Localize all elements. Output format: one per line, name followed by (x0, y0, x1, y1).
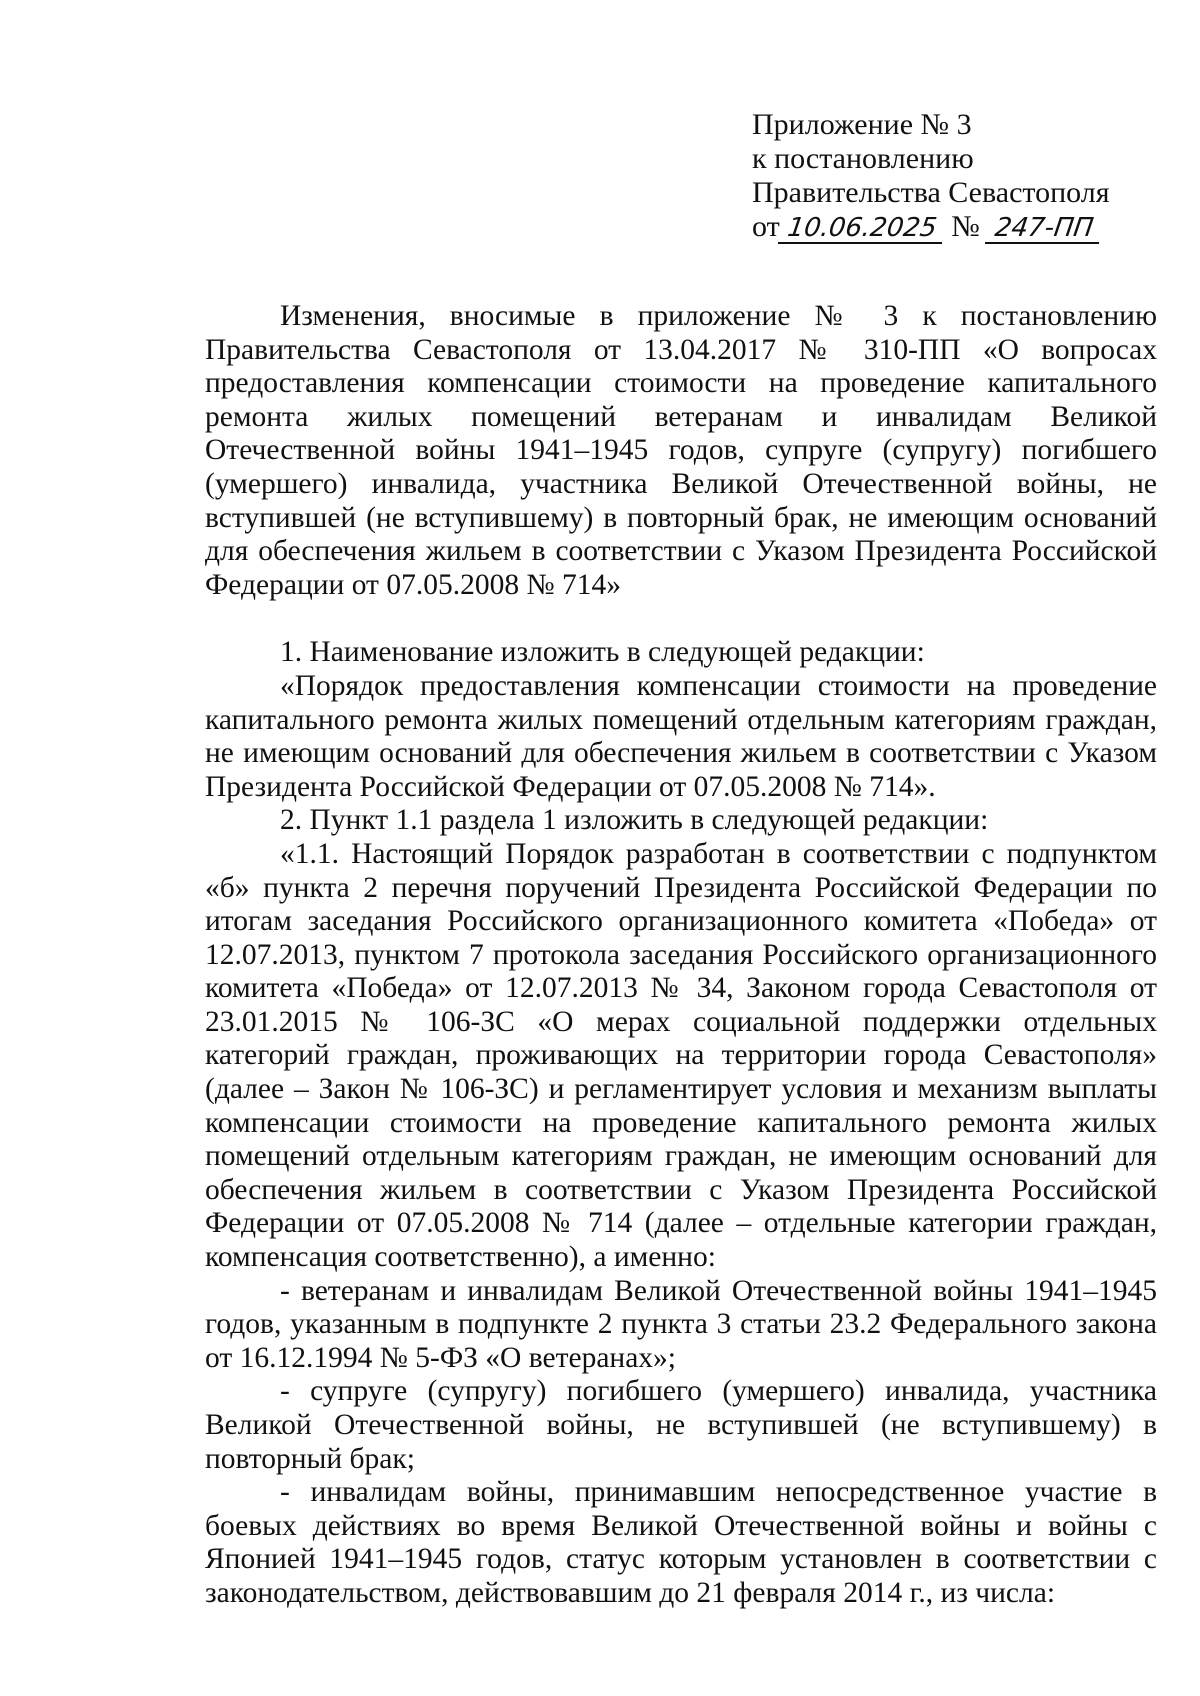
annex-date-prefix: от (752, 210, 780, 243)
list-item-1: - ветеранам и инвалидам Великой Отечественной войны 1941–1945 годов, указанным в подпункте 2 пункта 3 статьи 23.2 Федерального закона от 16.12.1994 № 5-ФЗ «О ветеранах»; (205, 1274, 1157, 1374)
document-title: Изменения, вносимые в приложение № 3 к постановлению Правительства Севастополя от 13.04.2017 № 310-ПП «О вопросах предоставления компенсации стоимости на проведение капитального ремонта жилых помещений ветеранам и инвалидам Великой Отечественной войны 1941–1945 годов, супруге (супругу) погибшего (умершего) инвалида, участника Великой Отечественной войны, не вступившей (не вступившему) в повторный брак, не имеющим оснований для обеспечения жильем в соответствии с Указом Президента Российской Федерации от 07.05.2008 № 714» (205, 300, 1157, 601)
annex-issuer: Правительства Севастополя (752, 176, 1110, 209)
paragraph-2: «Порядок предоставления компенсации стоимости на проведение капитального ремонта жилых помещений отдельным категориям граждан, не имеющим оснований для обеспечения жильем в соответствии с Указом Президента Российской Федерации от 07.05.2008 № 714». (205, 669, 1157, 803)
paragraph-3: 2. Пункт 1.1 раздела 1 изложить в следующей редакции: (280, 804, 989, 837)
annex-reference: к постановлению (752, 142, 974, 175)
annex-title: Приложение № 3 (752, 108, 972, 141)
handwritten-number: 247-ПП (985, 214, 1103, 244)
paragraph-1: 1. Наименование изложить в следующей редакции: (280, 636, 925, 669)
handwritten-date: 10.06.2025 (778, 214, 946, 244)
list-item-2: - супруге (супругу) погибшего (умершего) инвалида, участника Великой Отечественной войны, не вступившей (не вступившему) в повторный брак; (205, 1375, 1157, 1475)
annex-date-number (752, 210, 1152, 244)
annex-header (752, 108, 1152, 244)
spacer (205, 602, 1157, 636)
document-body (205, 300, 1157, 1611)
number-sign: № (951, 210, 980, 243)
paragraph-4: «1.1. Настоящий Порядок разработан в соответствии с подпунктом «б» пункта 2 перечня поручений Президента Российской Федерации по итогам заседания Российского организационного комитета «Победа» от 12.07.2013, пунктом 7 протокола заседания Российского организационного комитета «Победа» от 12.07.2013 № 34, Законом города Севастополя от 23.01.2015 № 106-ЗС «О мерах социальной поддержки отдельных категорий граждан, проживающих на территории города Севастополя» (далее – Закон № 106-ЗС) и регламентирует условия и механизм выплаты компенсации стоимости на проведение капитального ремонта жилых помещений отдельным категориям граждан, не имеющим оснований для обеспечения жильем в соответствии с Указом Президента Российской Федерации от 07.05.2008 № 714 (далее – отдельные категории граждан, компенсация соответственно), а именно: (205, 837, 1157, 1274)
list-item-3: - инвалидам войны, принимавшим непосредственное участие в боевых действиях во время Великой Отечественной войны и войны с Японией 1941–1945 годов, статус которым установлен в соответствии с законодательством, действовавшим до 21 февраля 2014 г., из числа: (205, 1476, 1157, 1609)
